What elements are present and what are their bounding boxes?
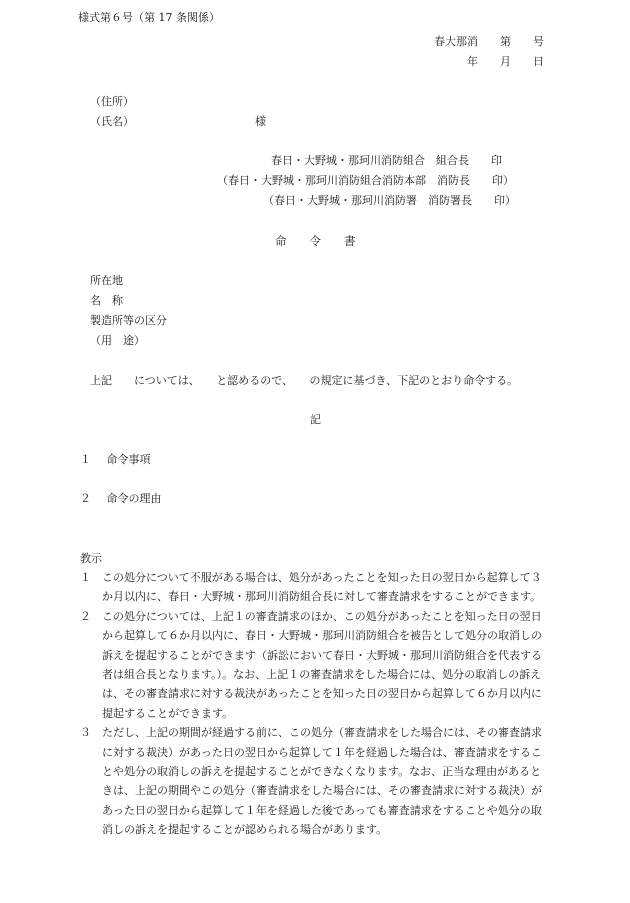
issuer-fire-chief: （春日・大野城・那珂川消防組合消防本部 消防長 印） (217, 174, 514, 187)
order-statement: 上記 については、 と認めるので、 の規定に基づき、下記のとおり命令する。 (90, 374, 519, 387)
field-name: 名 称 (90, 294, 123, 307)
section-label: 命令の理由 (106, 492, 162, 505)
instruction-item (80, 607, 552, 723)
section-order-reason (80, 492, 162, 505)
document-title: 命 令 書 (275, 234, 356, 248)
instruction-text: この処分について不服がある場合は、処分があったことを知った日の翌日から起算して３か月以内に、春日・大野城・那珂川消防組合長に対して審査請求をすることができます。 (102, 571, 542, 604)
instruction-text: この処分については、上記１の審査請求のほか、この処分があったことを知った日の翌日から起算して６か月以内に、春日・大野城・那珂川消防組合を被告として処分の取消しの訴えを提起することができます（訴訟において春日・大野城・那珂川消防組合を代表する者は組合長となります。）。なお、上記１の審査請求をした場合には、処分の取消しの訴えは、その審査請求に対する裁決があったことを知った日の翌日から起算して６か月以内に提起することができます。 (102, 609, 542, 720)
field-usage: （用 途） (90, 334, 145, 347)
issue-date: 年 月 日 (467, 55, 544, 68)
section-label: 命令事項 (106, 453, 151, 466)
section-number: ２ (80, 492, 91, 505)
field-facility-type: 製造所等の区分 (90, 314, 167, 327)
instruction-number: ２ (80, 609, 91, 623)
instruction-item (80, 568, 552, 607)
section-order-items (80, 453, 151, 466)
instruction-number: １ (80, 571, 91, 584)
name-label: （氏名） (90, 115, 134, 128)
ki-heading: 記 (310, 413, 321, 426)
issuer-union-head: 春日・大野城・那珂川消防組合 組合長 印 (271, 154, 502, 167)
honorific: 様 (255, 115, 266, 128)
instruction-item (80, 723, 552, 839)
instruction-list (80, 568, 552, 840)
instruction-heading: 教示 (80, 552, 102, 565)
document-number: 春大那消 第 号 (434, 35, 544, 48)
address-label: （住所） (90, 95, 134, 108)
instruction-text: ただし、上記の期間が経過する前に、この処分（審査請求をした場合には、その審査請求に対する裁決）があった日の翌日から起算して１年を経過した場合は、審査請求をすることや処分の取消しの訴えを提起することができなくなります。なお、正当な理由があるときは、上記の期間やこの処分（審査請求をした場合には、その審査請求に対する裁決）があった日の翌日から起算して１年を経過した後であっても審査請求をすることや処分の取消しの訴えを提起することが認められる場合があります。 (102, 726, 542, 837)
form-label: 様式第６号（第 17 条関係） (78, 11, 220, 24)
section-number: １ (80, 453, 91, 466)
field-location: 所在地 (90, 274, 123, 287)
issuer-station-chief: （春日・大野城・那珂川消防署 消防署長 印） (263, 194, 516, 207)
instruction-number: ３ (80, 726, 91, 740)
